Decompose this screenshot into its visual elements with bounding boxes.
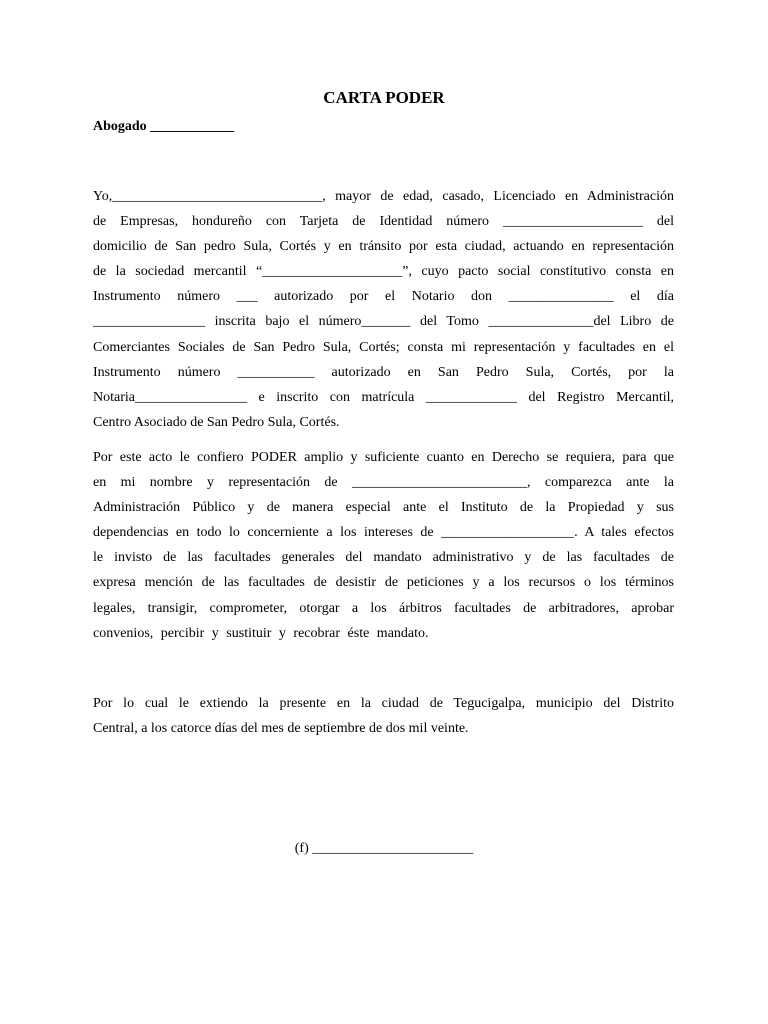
paragraph-line: ________________ inscrita bajo el número_______ del Tomo _______________del Libro de: [93, 314, 674, 330]
paragraph-power-granted: [93, 445, 674, 646]
abogado-label: Abogado ____________: [93, 119, 235, 134]
paragraph-line: en mi nombre y representación de _________________________, comparezca ante la: [93, 475, 674, 491]
paragraph-line: convenios, percibir y sustituir y recobrar éste mandato.: [93, 625, 429, 641]
document-title: CARTA PODER: [323, 88, 445, 107]
paragraph-line: dependencias en todo lo concerniente a los intereses de ___________________. A tales efectos: [93, 525, 674, 541]
paragraph-line: le invisto de las facultades generales del mandato administrativo y de las facultades de: [93, 550, 674, 566]
paragraph-line: de Empresas, hondureño con Tarjeta de Identidad número ____________________ del: [93, 214, 674, 230]
paragraph-line: de la sociedad mercantil “____________________”, cuyo pacto social constitutivo consta en: [93, 264, 674, 280]
paragraph-line: Por este acto le confiero PODER amplio y suficiente cuanto en Derecho se requiera, para que: [93, 450, 674, 465]
paragraph-line: Instrumento número ___ autorizado por el Notario don _______________ el día: [93, 289, 674, 305]
signature-line: (f) _______________________: [294, 841, 474, 856]
paragraph-line: Central, a los catorce días del mes de septiembre de dos mil veinte.: [93, 721, 469, 737]
paragraph-place-date: [93, 691, 674, 741]
paragraph-line: Comerciantes Sociales de San Pedro Sula, Cortés; consta mi representación y facultades en el: [93, 339, 674, 355]
paragraph-line: Yo,______________________________, mayor de edad, casado, Licenciado en Administración: [93, 189, 674, 204]
paragraph-line: legales, transigir, comprometer, otorgar a los árbitros facultades de arbitradores, aprobar: [93, 600, 674, 616]
paragraph-line: Instrumento número ___________ autorizado en San Pedro Sula, Cortés, por la: [93, 364, 674, 380]
paragraph-line: Centro Asociado de San Pedro Sula, Cortés.: [93, 414, 340, 430]
paragraph-line: expresa mención de las facultades de desistir de peticiones y a los recursos o los términos: [93, 575, 674, 591]
paragraph-line: domicilio de San pedro Sula, Cortés y en tránsito por esta ciudad, actuando en representación: [93, 239, 674, 255]
paragraph-line: Por lo cual le extiendo la presente en la ciudad de Tegucigalpa, municipio del Distrito: [93, 696, 674, 711]
paragraph-line: Administración Público y de manera especial ante el Instituto de la Propiedad y sus: [93, 500, 674, 516]
paragraph-line: Notaria________________ e inscrito con matrícula _____________ del Registro Mercantil,: [93, 389, 674, 405]
paragraph-grant-identity: [93, 184, 674, 435]
